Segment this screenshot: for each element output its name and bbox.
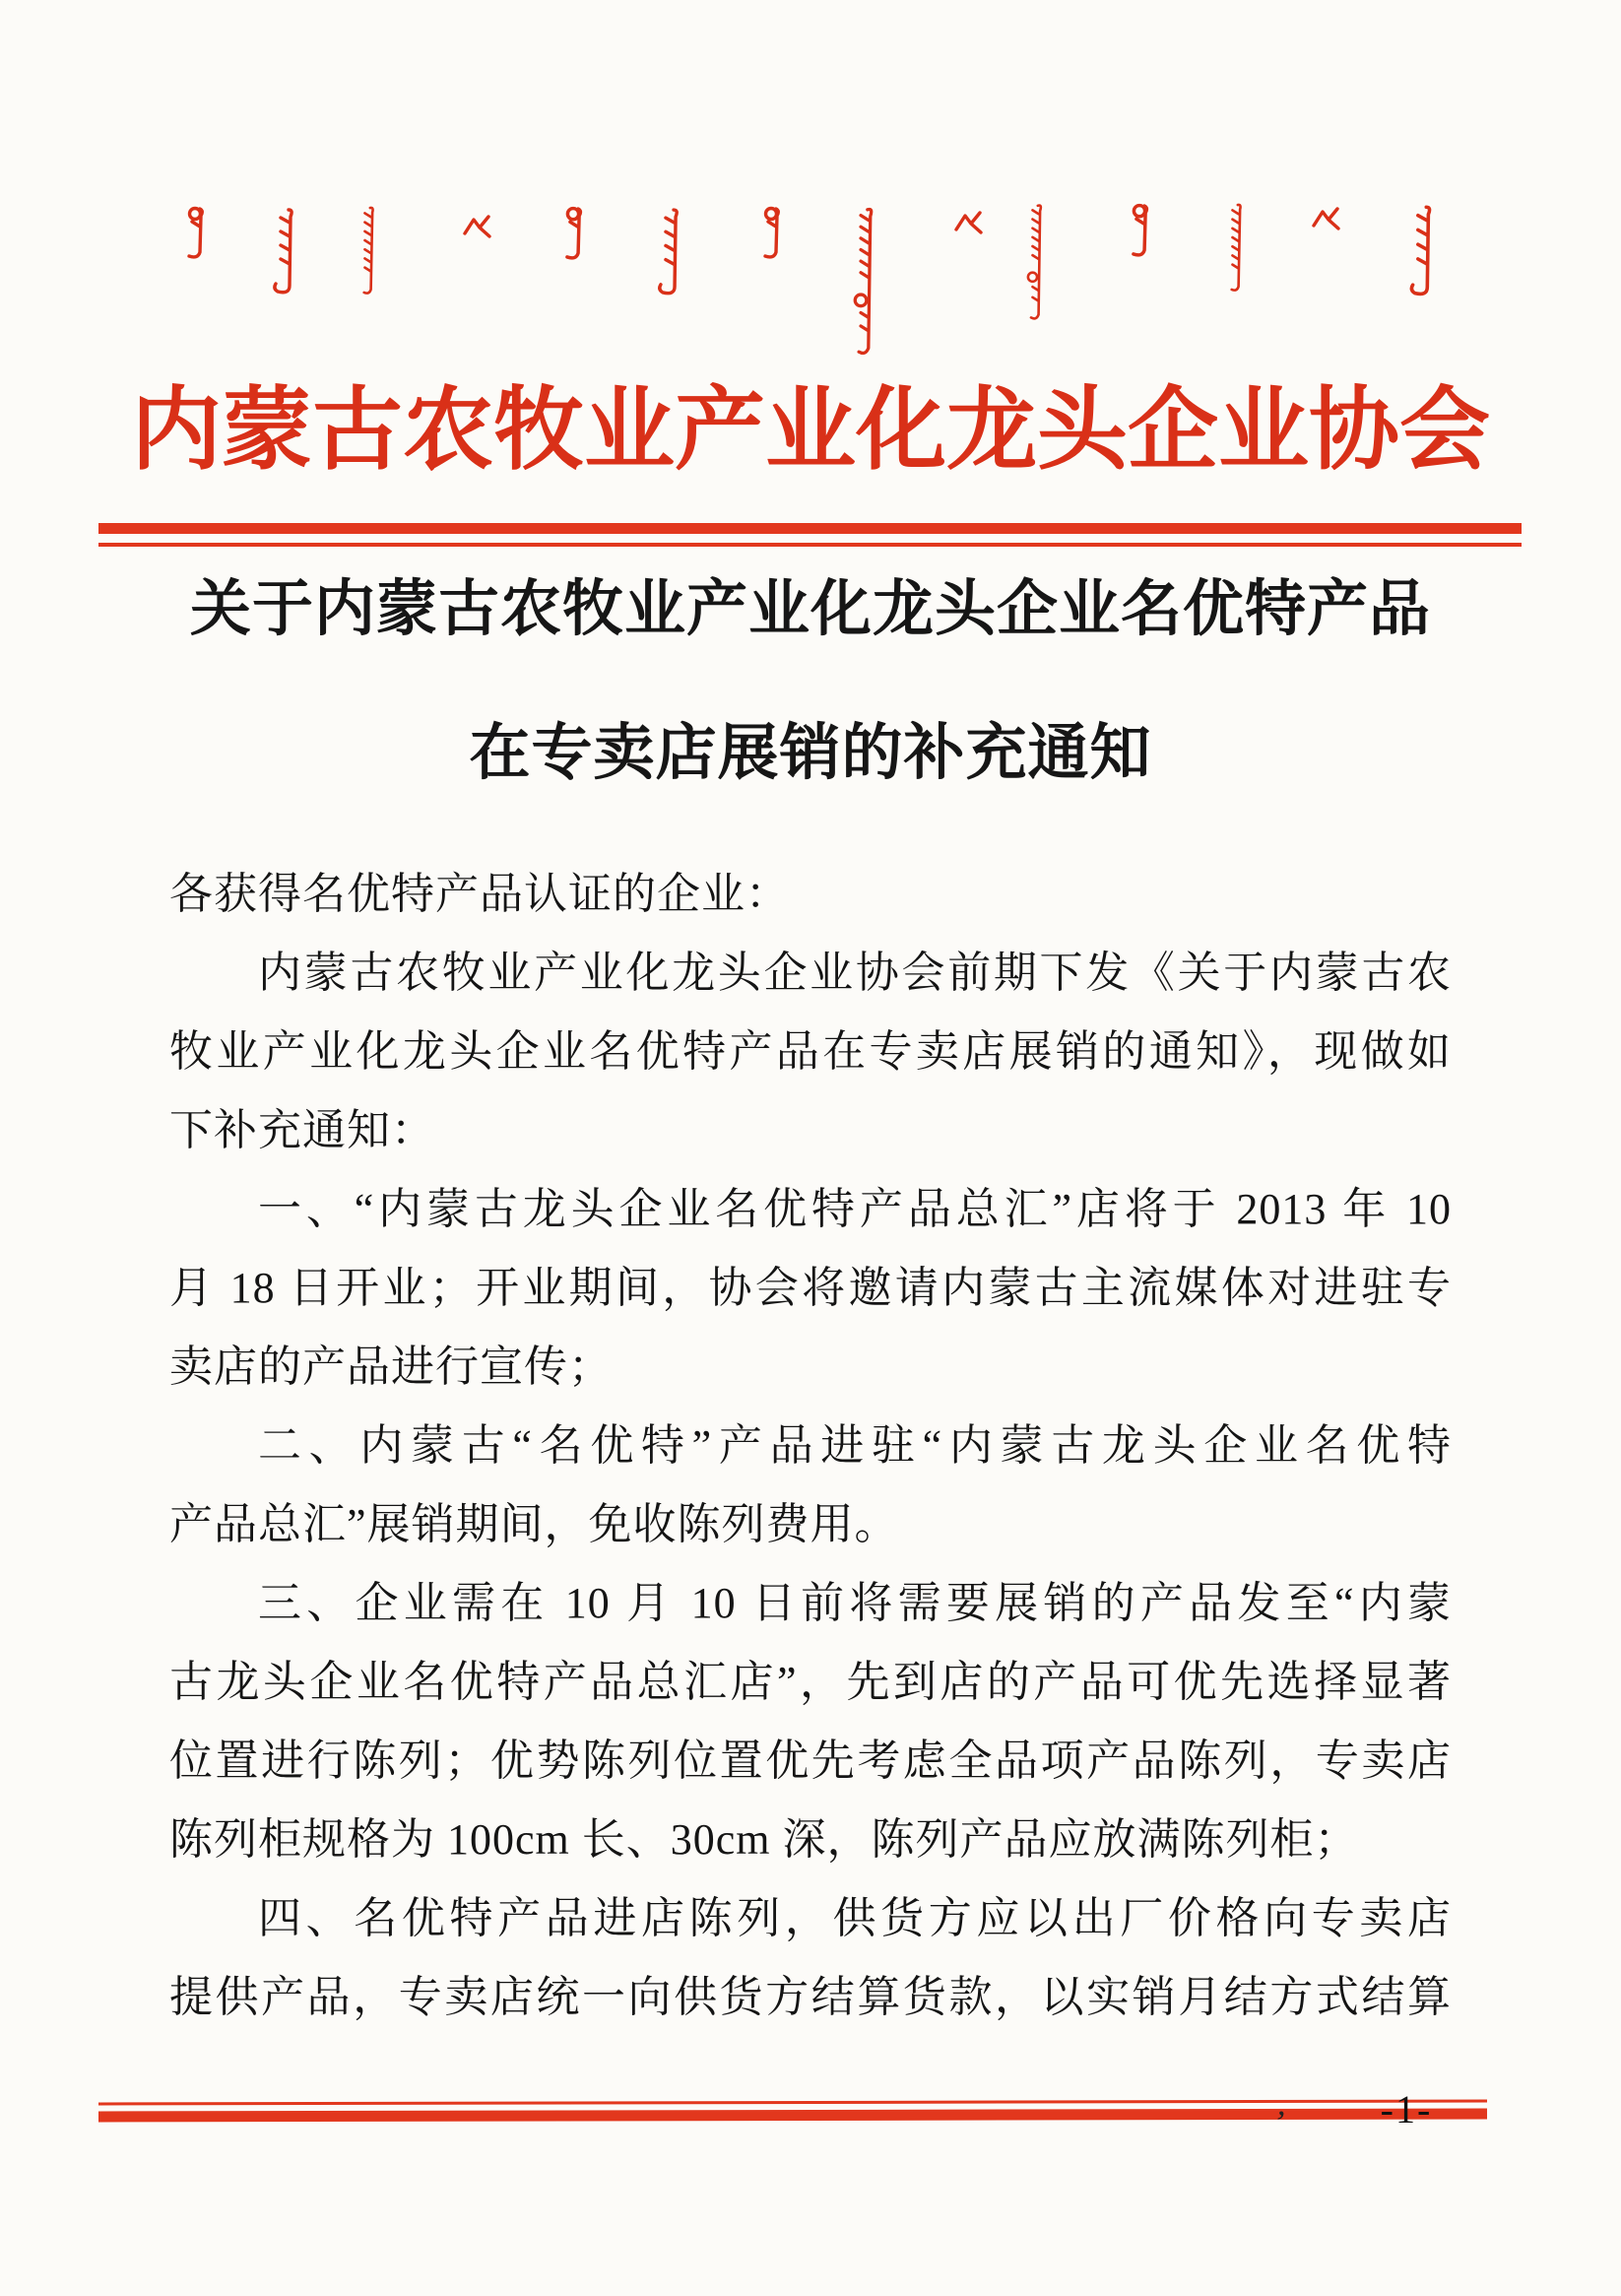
body-line: 三、企业需在 10 月 10 日前将需要展销的产品发至“内蒙 [258,1579,1452,1627]
header-rule-thick [98,523,1522,534]
body-line: 下补充通知： [169,1106,435,1154]
org-title: 内蒙古农牧业产业化龙头企业协会 [130,380,1490,481]
mongolian-word-icon [352,205,381,295]
body-line: 卖店的产品进行宣传； [169,1343,613,1391]
body-line: 产品总汇”展销期间，免收陈列费用。 [169,1500,899,1548]
body-line: 陈列柜规格为 100cm 长、30cm 深，陈列产品应放满陈列柜； [169,1815,1359,1864]
stray-ink-mark: ’ [1271,2104,1288,2142]
body-line: 一、“内蒙古龙头企业名优特产品总汇”店将于 2013 年 10 [258,1185,1452,1233]
mongolian-word-icon [652,205,685,299]
mongolian-word-icon [1219,202,1249,293]
header-rule-thin [98,543,1522,547]
body-line-salutation: 各获得名优特产品认证的企业： [169,870,790,918]
mongolian-word-icon [952,209,986,238]
body-line: 二、内蒙古“名优特”产品进驻“内蒙古龙头企业名优特 [258,1421,1452,1470]
body-line: 位置进行陈列；优势陈列位置优先考虑全品项产品陈列，专卖店 [169,1737,1452,1785]
body-line: 牧业产业化龙头企业名优特产品在专卖店展销的通知》，现做如 [169,1027,1452,1076]
mongolian-word-icon [556,205,590,260]
notice-title-line2: 在专卖店展销的补充通知 [469,720,1152,787]
body-line: 内蒙古农牧业产业化龙头企业协会前期下发《关于内蒙古农 [258,949,1452,997]
mongolian-word-icon [847,205,878,358]
mongolian-word-icon [1310,205,1343,234]
mongolian-word-icon [754,205,788,259]
mongolian-word-icon [1404,202,1438,300]
notice-title [0,567,1621,796]
notice-body [169,855,1452,2037]
mongolian-word-icon [267,205,300,298]
mongolian-word-icon [1123,202,1156,257]
mongolian-word-icon [461,211,494,244]
mongolian-word-icon [1020,202,1048,322]
body-line: 四、名优特产品进店陈列，供货方应以出厂价格向专卖店 [258,1894,1452,1942]
body-line: 古龙头企业名优特产品总汇店”，先到店的产品可优先选择显著 [169,1658,1452,1706]
body-line: 提供产品，专卖店统一向供货方结算货款，以实销月结方式结算 [169,1973,1452,2021]
notice-title-line1: 关于内蒙古农牧业产业化龙头企业名优特产品 [189,576,1431,643]
mongolian-script-banner [0,0,1621,374]
mongolian-word-icon [178,205,212,259]
body-line: 月 18 日开业；开业期间，协会将邀请内蒙古主流媒体对进驻专 [169,1264,1452,1312]
page-number: -1- [1380,2087,1433,2132]
